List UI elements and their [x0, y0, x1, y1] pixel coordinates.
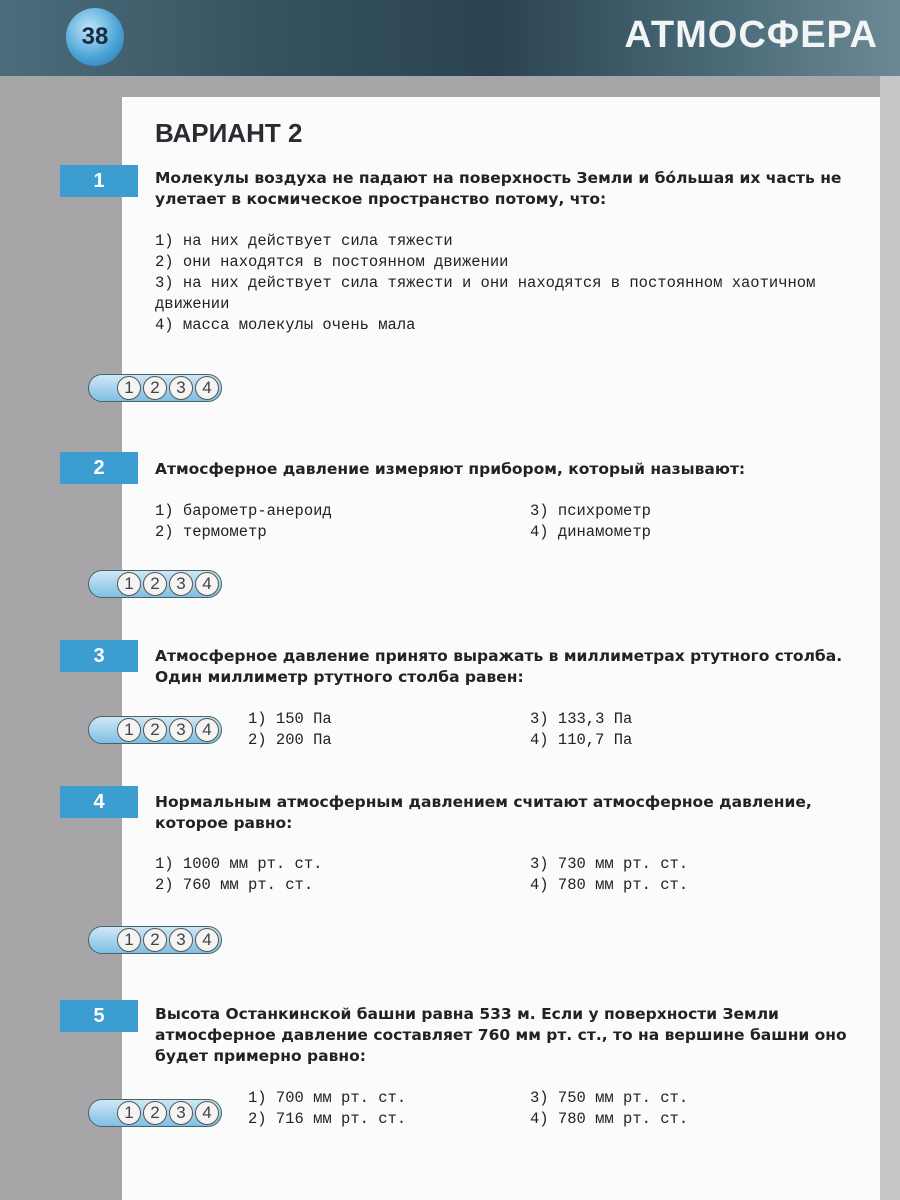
- question-1-text: Молекулы воздуха не падают на поверхность Земли и бо́льшая их часть не улетает в космическое пространство потому, что:: [155, 169, 842, 208]
- answer-choice-2[interactable]: 2: [143, 928, 167, 952]
- question-number-3: 3: [60, 640, 138, 672]
- question-number-5: 5: [60, 1000, 138, 1032]
- answer-choice-3[interactable]: 3: [169, 1101, 193, 1125]
- q4-option-2: 2) 760 мм рт. ст.: [155, 876, 314, 894]
- page-number: 38: [66, 8, 124, 66]
- answer-choice-1[interactable]: 1: [117, 376, 141, 400]
- answer-choice-4[interactable]: 4: [195, 1101, 219, 1125]
- answer-selector-q4: [88, 926, 222, 954]
- q1-option-1: 1) на них действует сила тяжести: [155, 232, 453, 250]
- answer-choice-3[interactable]: 3: [169, 376, 193, 400]
- question-2-text: Атмосферное давление измеряют прибором, который называют:: [155, 460, 746, 478]
- q3-option-3: 3) 133,3 Па: [530, 710, 633, 728]
- answer-choice-2[interactable]: 2: [143, 1101, 167, 1125]
- answer-choice-4[interactable]: 4: [195, 376, 219, 400]
- answer-selector-q5: [88, 1099, 222, 1127]
- answer-choice-3[interactable]: 3: [169, 572, 193, 596]
- answer-choice-1[interactable]: 1: [117, 1101, 141, 1125]
- q5-option-2: 2) 716 мм рт. ст.: [248, 1110, 407, 1128]
- question-number-4: 4: [60, 786, 138, 818]
- page-edge: [880, 76, 900, 1200]
- answer-selector-q2: [88, 570, 222, 598]
- answer-choice-3[interactable]: 3: [169, 718, 193, 742]
- q4-option-3: 3) 730 мм рт. ст.: [530, 855, 689, 873]
- answer-choice-3[interactable]: 3: [169, 928, 193, 952]
- answer-choice-4[interactable]: 4: [195, 572, 219, 596]
- q5-option-1: 1) 700 мм рт. ст.: [248, 1089, 407, 1107]
- variant-title: ВАРИАНТ 2: [155, 118, 303, 148]
- chapter-title: АТМОСФЕРА: [624, 14, 878, 56]
- q3-option-4: 4) 110,7 Па: [530, 731, 633, 749]
- answer-choice-1[interactable]: 1: [117, 718, 141, 742]
- answer-choice-4[interactable]: 4: [195, 928, 219, 952]
- answer-choice-2[interactable]: 2: [143, 376, 167, 400]
- q2-option-1: 1) барометр-анероид: [155, 502, 332, 520]
- question-3-text: Атмосферное давление принято выражать в миллиметрах ртутного столба. Один миллиметр ртутного столба равен:: [155, 647, 843, 686]
- answer-choice-4[interactable]: 4: [195, 718, 219, 742]
- answer-selector-q3: [88, 716, 222, 744]
- q1-option-4: 4) масса молекулы очень мала: [155, 316, 416, 334]
- q1-option-2: 2) они находятся в постоянном движении: [155, 253, 509, 271]
- answer-choice-1[interactable]: 1: [117, 928, 141, 952]
- q2-option-2: 2) термометр: [155, 523, 267, 541]
- answer-choice-1[interactable]: 1: [117, 572, 141, 596]
- chapter-header: [0, 0, 900, 76]
- q4-option-1: 1) 1000 мм рт. ст.: [155, 855, 323, 873]
- q5-option-3: 3) 750 мм рт. ст.: [530, 1089, 689, 1107]
- q3-option-2: 2) 200 Па: [248, 731, 332, 749]
- q1-option-3: 3) на них действует сила тяжести и они находятся в постоянном хаотичном движении: [155, 274, 816, 313]
- q2-option-4: 4) динамометр: [530, 523, 651, 541]
- answer-selector-q1: [88, 374, 222, 402]
- question-number-2: 2: [60, 452, 138, 484]
- question-5-text: Высота Останкинской башни равна 533 м. Если у поверхности Земли атмосферное давление составляет 760 мм рт. ст., то на вершине башни оно будет примерно равно:: [155, 1005, 847, 1065]
- q2-option-3: 3) психрометр: [530, 502, 651, 520]
- q3-option-1: 1) 150 Па: [248, 710, 332, 728]
- question-number-1: 1: [60, 165, 138, 197]
- answer-choice-2[interactable]: 2: [143, 718, 167, 742]
- question-4-text: Нормальным атмосферным давлением считают атмосферное давление, которое равно:: [155, 793, 812, 832]
- q4-option-4: 4) 780 мм рт. ст.: [530, 876, 689, 894]
- answer-choice-2[interactable]: 2: [143, 572, 167, 596]
- q5-option-4: 4) 780 мм рт. ст.: [530, 1110, 689, 1128]
